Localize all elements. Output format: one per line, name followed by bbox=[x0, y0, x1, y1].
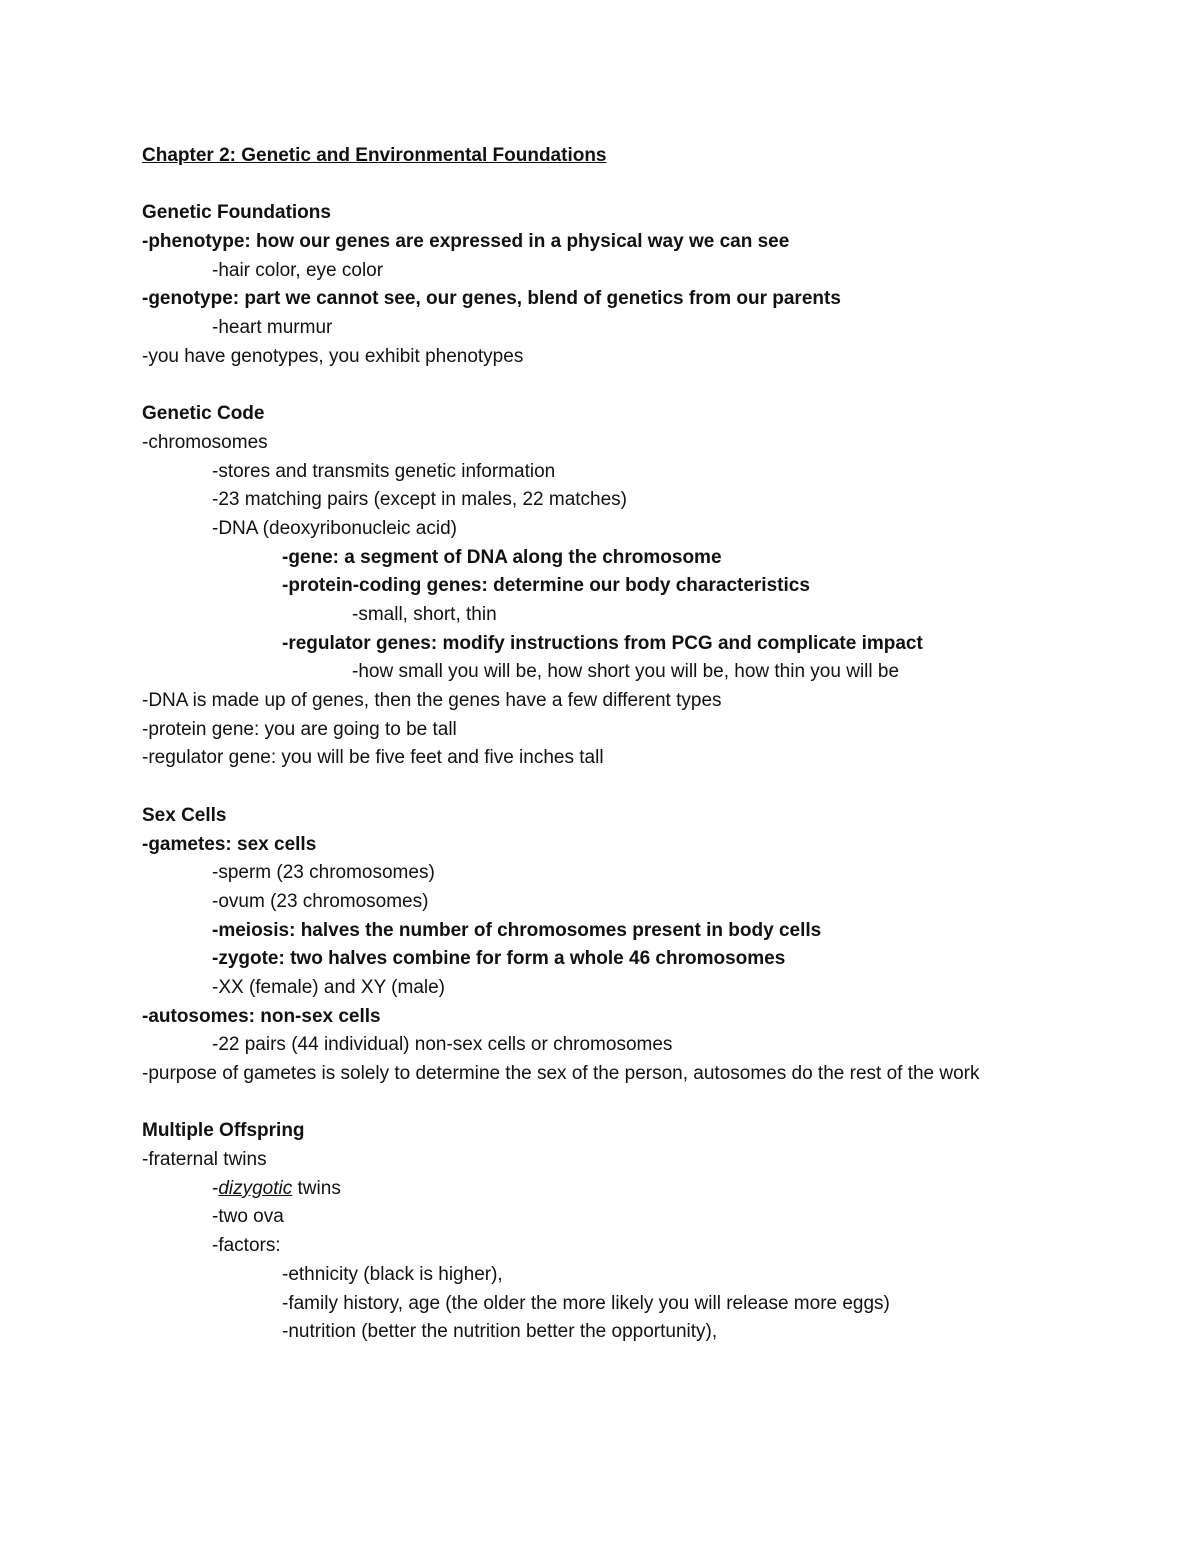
protein-gene-note: -protein gene: you are going to be tall bbox=[142, 718, 457, 740]
phenotype-example: -hair color, eye color bbox=[212, 259, 384, 281]
factor-ethnicity: -ethnicity (black is higher), bbox=[282, 1263, 503, 1285]
chromosomes-item: -chromosomes bbox=[142, 431, 268, 453]
genotype-example: -heart murmur bbox=[212, 317, 333, 339]
regulator-genes-definition: -regulator genes: modify instructions from PCG and complicate impact bbox=[282, 632, 923, 654]
spacer bbox=[142, 773, 1072, 802]
meiosis-definition: -meiosis: halves the number of chromosomes present in body cells bbox=[212, 919, 822, 941]
zygote-definition: -zygote: two halves combine for form a whole 46 chromosomes bbox=[212, 948, 786, 970]
regulator-gene-note: -regulator gene: you will be five feet and five inches tall bbox=[142, 747, 604, 769]
autosomes-pairs: -22 pairs (44 individual) non-sex cells or chromosomes bbox=[212, 1034, 673, 1056]
factor-family-history: -family history, age (the older the more likely you will release more eggs) bbox=[282, 1292, 890, 1314]
spacer bbox=[142, 171, 1072, 200]
dizygotic-rest: twins bbox=[292, 1177, 341, 1199]
ovum-item: -ovum (23 chromosomes) bbox=[212, 890, 429, 912]
genotype-definition: -genotype: part we cannot see, our genes, blend of genetics from our parents bbox=[142, 288, 841, 310]
section-heading-genetic-code: Genetic Code bbox=[142, 403, 265, 425]
gene-definition: -gene: a segment of DNA along the chromosome bbox=[282, 546, 722, 568]
chromosomes-pairs: -23 matching pairs (except in males, 22 matches) bbox=[212, 489, 628, 511]
dizygotic-term: dizygotic bbox=[218, 1177, 293, 1199]
fraternal-twins-item: -fraternal twins bbox=[142, 1149, 267, 1171]
protein-coding-example: -small, short, thin bbox=[352, 604, 497, 625]
section-heading-sex-cells: Sex Cells bbox=[142, 804, 227, 826]
regulator-genes-example: -how small you will be, how short you will be, how thin you will be bbox=[352, 661, 900, 683]
xx-xy-item: -XX (female) and XY (male) bbox=[212, 976, 446, 998]
dna-item: -DNA (deoxyribonucleic acid) bbox=[212, 517, 457, 539]
page-title: Chapter 2: Genetic and Environmental Foundations bbox=[142, 145, 607, 166]
two-ova-item: -two ova bbox=[212, 1206, 284, 1228]
section-heading-genetic-foundations: Genetic Foundations bbox=[142, 202, 331, 224]
spacer bbox=[142, 372, 1072, 401]
spacer bbox=[142, 1089, 1072, 1118]
phenotype-definition: -phenotype: how our genes are expressed in a physical way we can see bbox=[142, 231, 790, 253]
dna-note: -DNA is made up of genes, then the genes have a few different types bbox=[142, 690, 722, 712]
gametes-definition: -gametes: sex cells bbox=[142, 833, 317, 855]
dizygotic-dash: - bbox=[212, 1177, 219, 1199]
factors-item: -factors: bbox=[212, 1235, 281, 1257]
autosomes-definition: -autosomes: non-sex cells bbox=[142, 1005, 381, 1027]
gametes-purpose-note: -purpose of gametes is solely to determine the sex of the person, autosomes do the rest of the work bbox=[142, 1063, 980, 1084]
genotype-phenotype-summary: -you have genotypes, you exhibit phenotypes bbox=[142, 345, 524, 367]
section-heading-multiple-offspring: Multiple Offspring bbox=[142, 1120, 305, 1142]
sperm-item: -sperm (23 chromosomes) bbox=[212, 862, 435, 884]
chromosomes-stores: -stores and transmits genetic information bbox=[212, 460, 556, 482]
dizygotic-twins-item bbox=[142, 1175, 1072, 1204]
factor-nutrition: -nutrition (better the nutrition better the opportunity), bbox=[282, 1321, 718, 1343]
protein-coding-definition: -protein-coding genes: determine our body characteristics bbox=[282, 575, 810, 597]
document-page bbox=[142, 142, 1072, 1347]
